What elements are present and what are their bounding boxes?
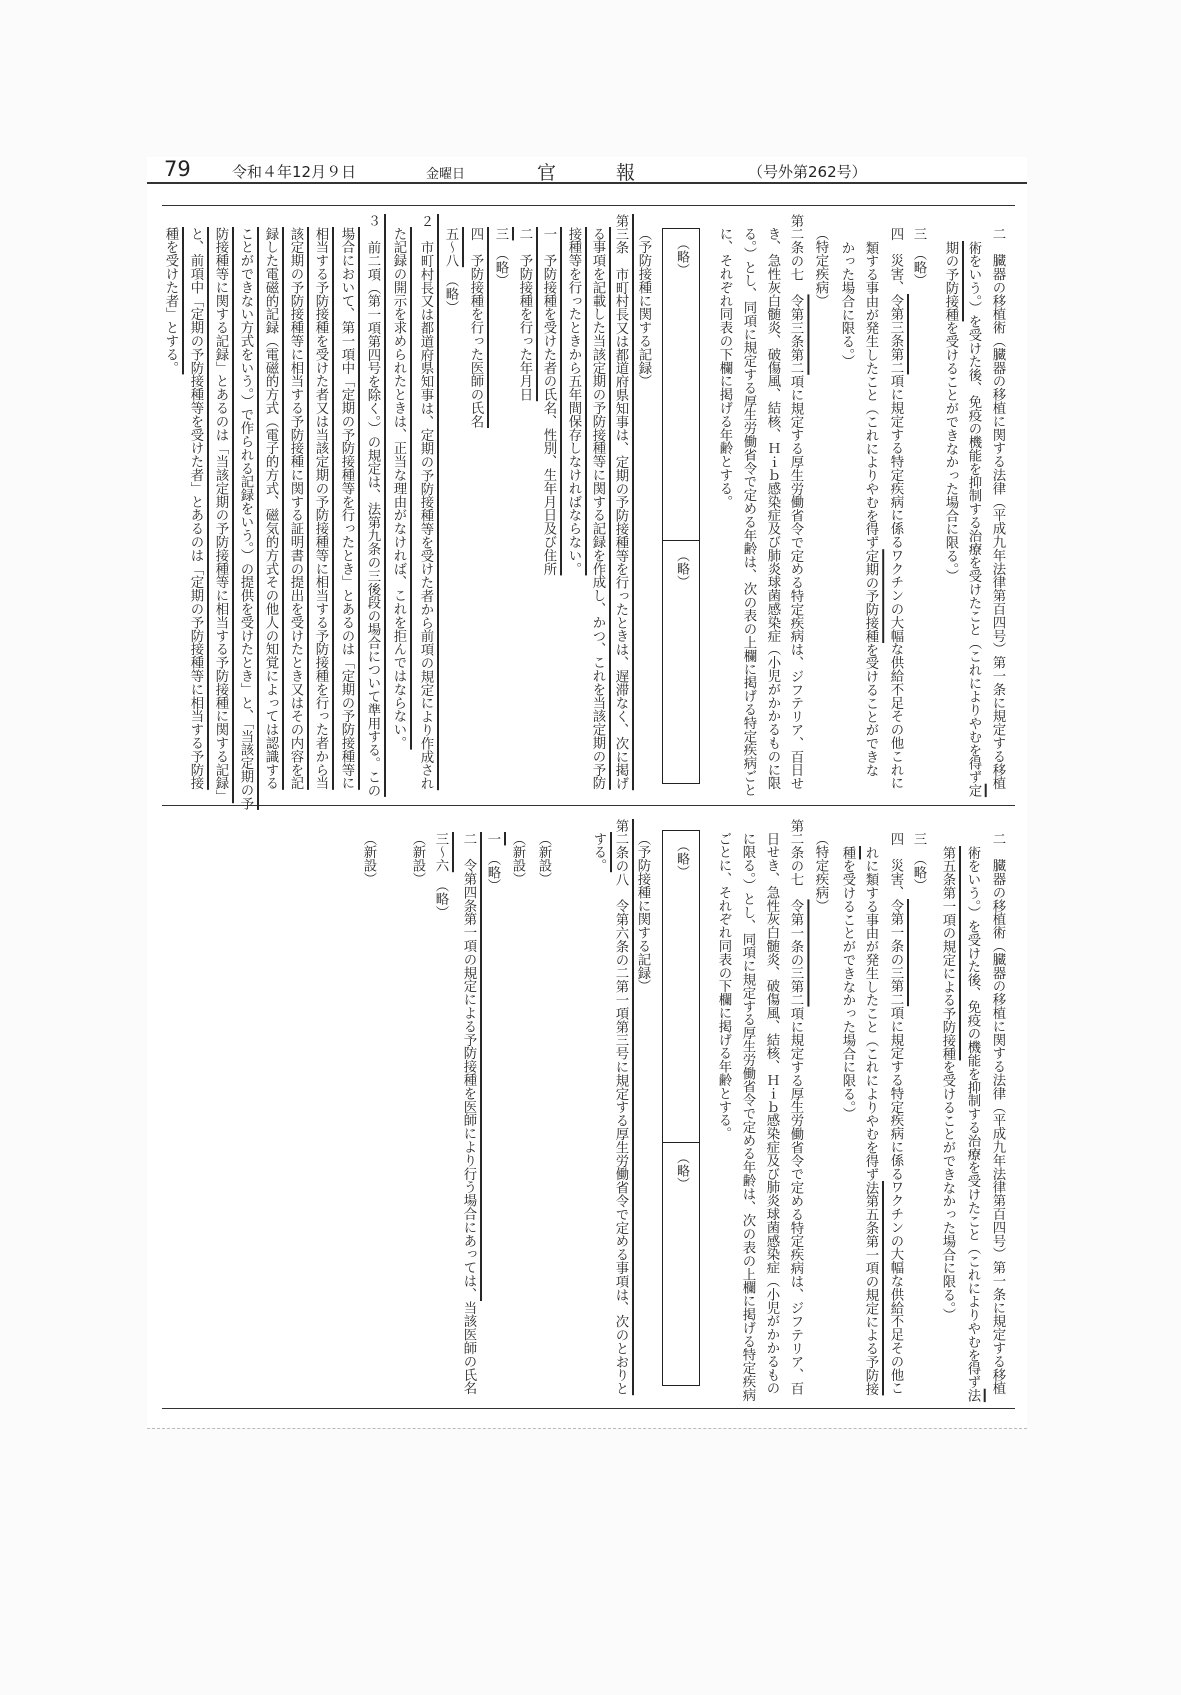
column-text: （新設）: [410, 832, 425, 886]
text-column: [429, 832, 451, 919]
column-text: 三 （略）: [911, 227, 926, 288]
column-text: 日せき、急性灰白髄炎、破傷風、結核、Ｈｉｂ感染症及び肺炎球菌感染症（小児がかかるもの: [764, 832, 779, 1396]
amended-text: 令第三条第二: [788, 294, 803, 375]
text-column: [859, 846, 881, 1395]
gazette-title-char-2: 報: [616, 162, 636, 184]
omitted-label: （略）: [674, 237, 689, 276]
amended-text: 第五条第一項の規定による予防接種: [940, 845, 955, 1061]
issue-number: （号外第262号）: [748, 163, 867, 181]
column-text: 項に規定する厚生労働省令で定める特定疾病は、ジフテリア、百日せ: [788, 374, 803, 791]
column-text: る。）とし、同項に規定する厚生労働省令で定める年齢は、次の表の上欄に掲げる特定疾病ごと: [741, 227, 756, 797]
text-column: [784, 214, 806, 790]
text-column: [532, 832, 554, 886]
text-column: [609, 819, 631, 1395]
column-text: 項に規定する厚生労働省令で定める特定疾病は、ジフテリア、百: [788, 1006, 803, 1396]
amended-text: た記録の開示を求められたときは、正当な理由がなければ、これを拒んではならない。: [391, 227, 406, 750]
column-text: （特定疾病）: [813, 227, 828, 308]
column-text: （略）: [485, 845, 500, 893]
text-column: [562, 227, 584, 575]
text-column: [586, 227, 608, 790]
text-column: [712, 832, 734, 1140]
text-column: [259, 227, 281, 790]
omitted-label: （略）: [674, 1151, 689, 1190]
amended-text: 法第五条第一項の規定による予防接: [863, 1180, 878, 1396]
text-column: [986, 832, 1008, 1395]
column-text: 項に規定する特定疾病に係るワクチンの大幅な供給不足その他これに: [888, 374, 903, 791]
text-column: [760, 832, 782, 1395]
column-text: を受けることができなかった場合に限る。）: [943, 321, 958, 583]
column-text: き、急性灰白髄炎、破傷風、結核、Ｈｉｂ感染症及び肺炎球菌感染症（小児がかかるものに限: [765, 227, 780, 791]
page-number: 79: [164, 157, 191, 181]
page-edge-divider: [147, 1428, 1027, 1429]
age-table-lower: [662, 830, 700, 1386]
column-text: （略）: [443, 267, 458, 315]
text-column: [809, 227, 831, 307]
weekday: 金曜日: [426, 167, 466, 182]
column-text: （予防接種に関する記録）: [636, 227, 651, 389]
text-column: [631, 832, 653, 993]
column-text: 第二条の七: [788, 819, 803, 900]
amended-text: 令第一条の三第二: [888, 899, 903, 1007]
amended-text: 場合において、第一項中「定期の予防接種等を行ったとき」とあるのは「定期の予防接種等に: [339, 227, 354, 791]
amended-text: 種: [840, 845, 855, 860]
text-column: [357, 832, 379, 886]
text-column: [284, 227, 306, 790]
text-column: [986, 227, 1008, 790]
amended-text: 該定期の予防接種等に相当する予防接種に関する証明書の提出を受けたとき又はその内容を記: [288, 227, 303, 791]
column-text: 四 災害、: [888, 227, 903, 295]
text-column: [632, 227, 654, 388]
header-rule: [147, 182, 1027, 184]
text-column: [489, 227, 511, 287]
column-text: に、それぞれ同表の下欄に掲げる年齢とする。: [717, 227, 732, 509]
text-column: [609, 214, 631, 790]
text-column: [184, 227, 206, 790]
text-column: [884, 832, 906, 1395]
text-column: [406, 832, 428, 886]
amended-text: 録した電磁的記録（電磁的方式（電子的方式、磁気的方式その他人の知覚によっては認識する: [263, 227, 278, 791]
text-column: [335, 227, 357, 790]
column-text: ごとに、それぞれ同表の下欄に掲げる年齢とする。: [716, 832, 731, 1141]
text-column: [907, 832, 929, 892]
column-text: （新設）: [510, 832, 525, 886]
column-text: 術をいう。）を受けた後、免疫の機能を抑制する治療を受けたこと（これによりやむを得ず: [965, 845, 980, 1389]
amended-text: 一: [485, 832, 500, 846]
amended-text: 三～六: [433, 832, 448, 873]
text-column: [361, 214, 383, 797]
section-divider-rule: [162, 805, 1015, 806]
amended-text: る事項を記載した当該定期の予防接種等に関する記録を作成し、かつ、これを当該定期の予防: [590, 227, 605, 791]
amended-text: 一 予防接種を受けた者の氏名、性別、生年月日及び住所: [541, 227, 556, 576]
column-text: を受けることができな: [863, 642, 878, 777]
amended-text: 三: [493, 227, 508, 241]
column-text: を受けることができなかった場合に限る。）: [840, 859, 855, 1121]
amended-text: 令第一条の三第二: [788, 899, 803, 1007]
table-bottom-rule: [162, 1408, 1015, 1409]
text-column: [784, 819, 806, 1395]
amended-text: 五～八: [443, 227, 458, 268]
column-text: 類する事由が発生したこと（これによりやむを得ず: [863, 240, 878, 549]
text-column: [587, 832, 609, 872]
text-column: [809, 832, 831, 912]
amended-text: する。: [591, 832, 606, 873]
column-text: （略）: [493, 240, 508, 288]
text-column: [962, 241, 984, 797]
text-column: [736, 832, 758, 1402]
column-text: （新設）: [536, 832, 551, 886]
omitted-label: （略）: [674, 839, 689, 878]
issue-date: 令和４年12月９日: [232, 163, 357, 181]
amended-text: 二 予防接種を行った年月日: [517, 227, 532, 402]
amended-text: 種を受けた者」とする。: [163, 227, 178, 375]
age-table-upper: [662, 228, 700, 784]
text-column: [481, 832, 503, 892]
column-text: 第二条の七: [788, 214, 803, 295]
amended-text: 防接種等に関する記録」とあるのは「当該定期の予防接種等に相当する予防接種に関する記録」: [213, 227, 228, 804]
omitted-label: （略）: [674, 549, 689, 588]
amended-text: ことができない方式をいう。）で作られる記録をいう。）の提供を受けたとき」と、「当該定期の予: [238, 227, 253, 811]
text-column: [387, 227, 409, 750]
table-cell-age: [663, 1142, 699, 1385]
text-column: [761, 227, 783, 790]
column-text: （予防接種に関する記録）: [635, 832, 650, 994]
column-text: かった場合に限る。）: [839, 240, 854, 369]
amended-text: 第三条 市町村長又は都道府県知事は、定期の予防接種等を行ったときは、遅滞なく、次に掲げ: [613, 214, 628, 791]
column-text: 術をいう。）を受けた後、免疫の機能を抑制する治療を受けたこと（これによりやむを得ず: [966, 240, 981, 784]
amended-text: 定: [966, 783, 981, 797]
amended-text: 接種等を行ったときから五年間保存しなければならない。: [566, 227, 581, 576]
text-column: [439, 227, 461, 314]
column-text: 三 （略）: [911, 832, 926, 893]
column-text: （新設）: [361, 832, 376, 886]
text-column: [939, 241, 961, 583]
text-column: [234, 227, 256, 810]
column-text: れに類する事由が発生したこと（これによりやむを得ず: [863, 845, 878, 1181]
column-text: に限る。）とし、同項に規定する厚生労働省令で定める年齢は、次の表の上欄に掲げる特定疾病: [740, 832, 755, 1402]
text-column: [414, 214, 436, 790]
column-text: （特定疾病）: [813, 832, 828, 913]
column-text: 二 臓器の移植術（臓器の移植に関する法律（平成九年法律第百四号）第一条に規定する移植: [990, 832, 1005, 1396]
column-text: 項に規定する特定疾病に係るワクチンの大幅な供給不足その他こ: [888, 1006, 903, 1396]
text-column: [209, 227, 231, 803]
amended-text: 四 予防接種を行った医師の氏名: [468, 227, 483, 429]
table-cell-disease: [663, 229, 699, 540]
text-column: [835, 241, 857, 368]
amended-text: と、前項中「定期の予防接種等を受けた者」とあるのは「定期の予防接種等に相当する予防接: [188, 227, 203, 791]
amended-text: 二 令第四条第一項の規定による予防接種を医師により行う場合にあっては、: [461, 832, 476, 1302]
column-text: （略）: [433, 872, 448, 920]
text-column: [464, 227, 486, 428]
amended-text: ３ 前二項（第一項第四号を除く。）の規定は、法第九条の三後段の場合について準用する。この: [365, 214, 380, 797]
text-column: [537, 227, 559, 575]
text-column: [309, 227, 331, 790]
text-column: [859, 241, 881, 777]
amended-text: 定期の予防接種: [863, 549, 878, 643]
text-column: [907, 227, 929, 287]
text-column: [836, 846, 858, 1121]
amended-text: 令第三条第二: [888, 294, 903, 375]
text-column: [961, 846, 983, 1402]
amended-text: 法: [965, 1388, 980, 1402]
amended-text: 相当する予防接種を受けた者又は当該定期の予防接種等に相当する予防接種を行った者から当: [313, 227, 328, 791]
text-column: [506, 832, 528, 886]
column-text: 四 災害、: [888, 832, 903, 900]
table-top-rule: [162, 205, 1015, 206]
table-cell-age: [663, 540, 699, 783]
text-column: [713, 227, 735, 508]
amended-text: 期の予防接種: [943, 240, 958, 322]
amended-text: ２ 市町村長又は都道府県知事は、定期の予防接種等を受けた者から前項の規定により作成され: [418, 214, 433, 791]
text-column: [737, 227, 759, 797]
text-column: [513, 227, 535, 401]
amended-text: 第二条の八 令第六条の二第一項第三号に規定する厚生労働省令で定める事項は、次のとおりと: [613, 819, 628, 1396]
text-column: [159, 227, 181, 374]
table-cell-disease: [663, 831, 699, 1142]
column-text: を受けることができなかった場合に限る。）: [940, 1060, 955, 1322]
text-column: [457, 832, 479, 1395]
text-column: [884, 227, 906, 790]
gazette-title-char-1: 官: [537, 162, 557, 184]
column-text: 当該医師の氏名: [461, 1301, 476, 1396]
column-text: 二 臓器の移植術（臓器の移植に関する法律（平成九年法律第百四号）第一条に規定する移植: [990, 227, 1005, 791]
text-column: [936, 846, 958, 1322]
